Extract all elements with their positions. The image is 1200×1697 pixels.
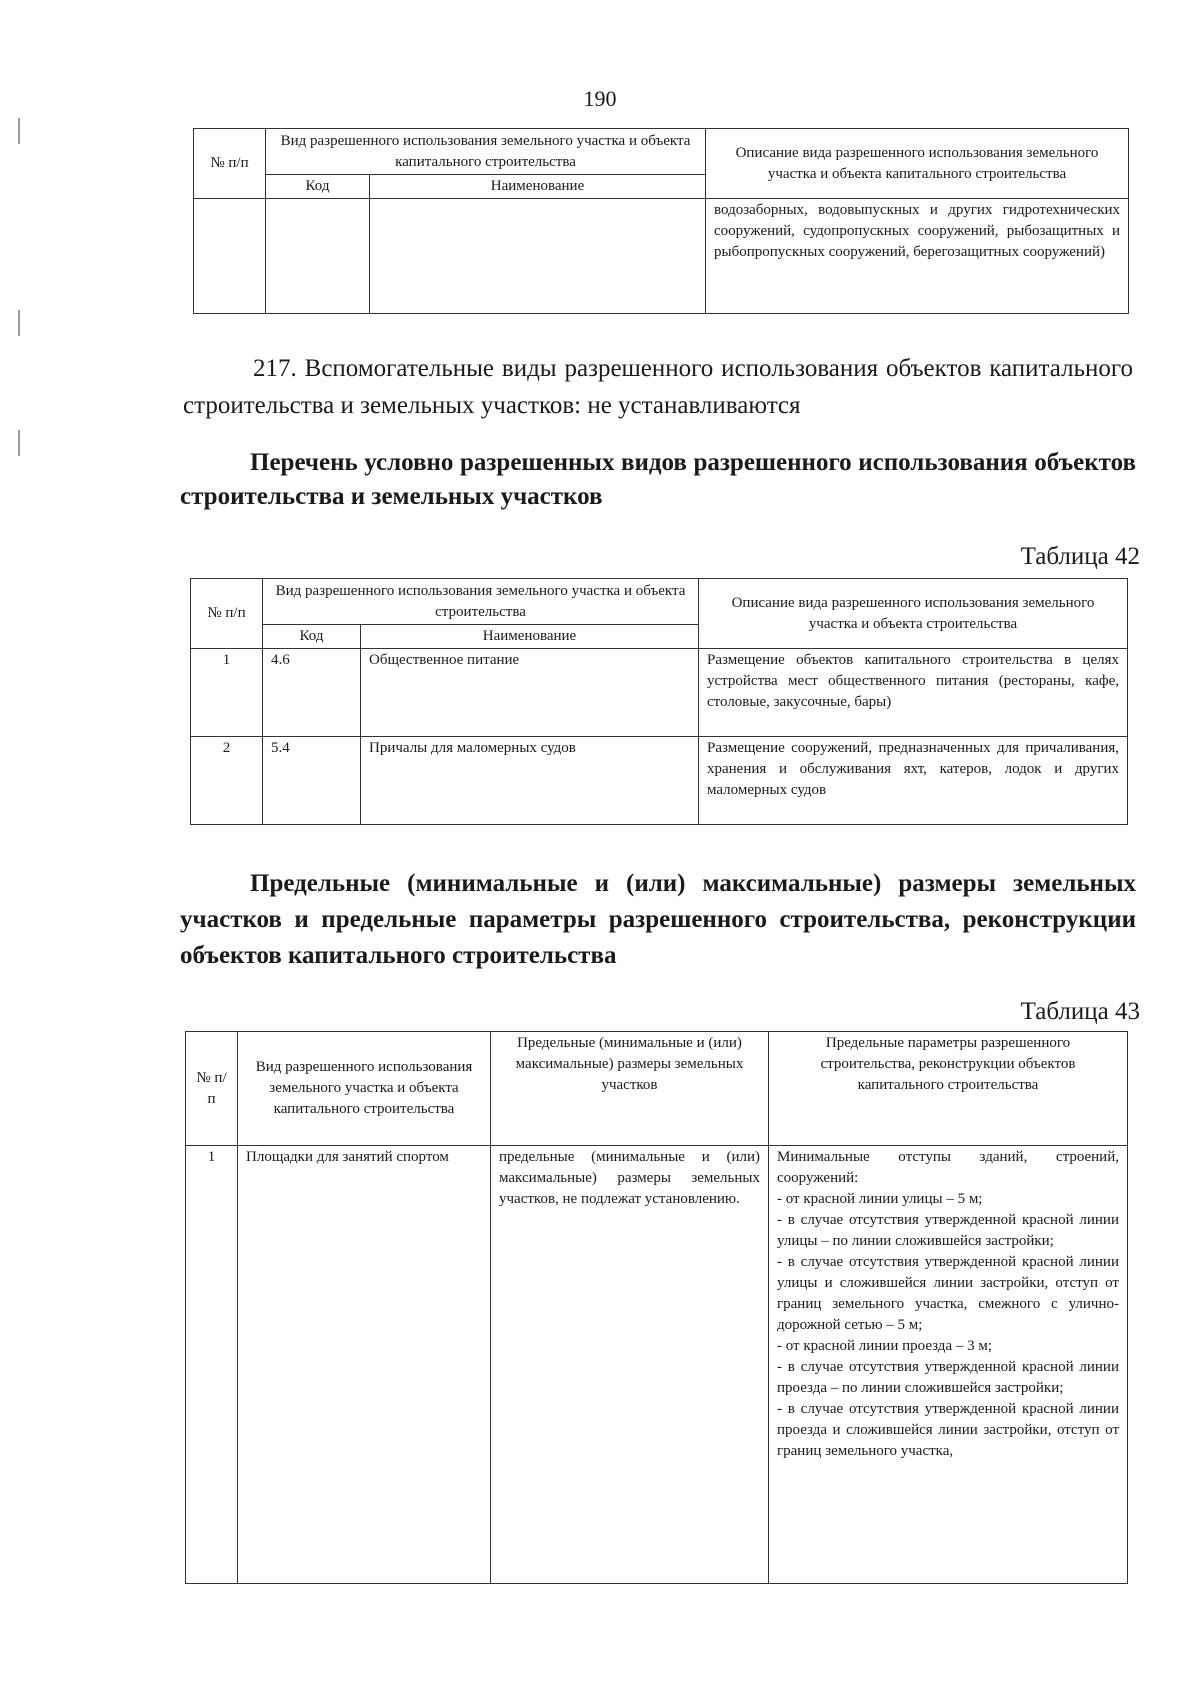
header-num: № п/п bbox=[186, 1032, 238, 1146]
cell-desc: водозаборных, водовыпускных и других гидротехнических сооружений, судопропускных сооружений, рыбозащитных и рыбопропускных сооружений, берегозащитных сооружений) bbox=[706, 199, 1129, 314]
heading-conditional-uses: Перечень условно разрешенных видов разрешенного использования объектов строительства и земельных участков bbox=[180, 449, 1136, 510]
header-kind: Вид разрешенного использования земельного участка и объекта строительства bbox=[263, 579, 699, 625]
table-42 bbox=[190, 578, 1128, 825]
paragraph-217: 217. Вспомогательные виды разрешенного использования объектов капитального строительства и земельных участков: не устанавливаются bbox=[183, 355, 1133, 419]
binder-mark bbox=[18, 430, 20, 456]
header-params: Предельные параметры разрешенного строительства, реконструкции объектов капитального строительства bbox=[769, 1032, 1128, 1146]
table-43-caption: Таблица 43 bbox=[1020, 998, 1140, 1025]
table-row bbox=[194, 199, 1129, 314]
table-continuation bbox=[193, 128, 1129, 314]
cell-desc: Размещение сооружений, предназначенных для причаливания, хранения и обслуживания яхт, катеров, лодок и других маломерных судов bbox=[699, 737, 1128, 825]
header-name: Наименование bbox=[370, 175, 706, 199]
header-num: № п/п bbox=[194, 129, 266, 199]
binder-mark bbox=[18, 118, 20, 144]
header-code: Код bbox=[266, 175, 370, 199]
header-desc: Описание вида разрешенного использования земельного участка и объекта строительства bbox=[699, 579, 1128, 649]
cell-name: Общественное питание bbox=[361, 649, 699, 737]
table-43 bbox=[185, 1031, 1128, 1584]
table-row bbox=[186, 1146, 1128, 1584]
header-sizes: Предельные (минимальные и (или) максимальные) размеры земельных участков bbox=[491, 1032, 769, 1146]
header-code: Код bbox=[263, 625, 361, 649]
table-row bbox=[191, 649, 1128, 737]
binder-mark bbox=[18, 310, 20, 336]
cell-kind: Площадки для занятий спортом bbox=[238, 1146, 491, 1584]
cell-code: 4.6 bbox=[263, 649, 361, 737]
params-line: - в случае отсутствия утвержденной красной линии улицы – по линии сложившейся застройки; bbox=[777, 1212, 1119, 1249]
params-line: - от красной линии улицы – 5 м; bbox=[777, 1191, 983, 1207]
cell-sizes: предельные (минимальные и (или) максимальные) размеры земельных участков, не подлежат установлению. bbox=[491, 1146, 769, 1584]
header-desc: Описание вида разрешенного использования земельного участка и объекта капитального строительства bbox=[706, 129, 1129, 199]
cell-params bbox=[769, 1146, 1128, 1584]
params-line: Минимальные отступы зданий, строений, сооружений: bbox=[777, 1149, 1119, 1186]
cell-num: 1 bbox=[186, 1146, 238, 1584]
header-num: № п/п bbox=[191, 579, 263, 649]
params-line: - в случае отсутствия утвержденной красной линии проезда – по линии сложившейся застройки; bbox=[777, 1359, 1119, 1396]
header-name: Наименование bbox=[361, 625, 699, 649]
cell-num: 2 bbox=[191, 737, 263, 825]
page-number: 190 bbox=[583, 86, 617, 111]
header-kind: Вид разрешенного использования земельного участка и объекта капитального строительства bbox=[266, 129, 706, 175]
heading-limits: Предельные (минимальные и (или) максимальные) размеры земельных участков и предельные параметры разрешенного строительства, реконструкции объектов капитального строительства bbox=[180, 870, 1136, 969]
table-row bbox=[191, 737, 1128, 825]
params-line: - в случае отсутствия утвержденной красной линии улицы и сложившейся линии застройки, отступ от границ земельного участка, смежного с улично-дорожной сетью – 5 м; bbox=[777, 1254, 1119, 1333]
header-kind: Вид разрешенного использования земельного участка и объекта капитального строительства bbox=[238, 1032, 491, 1146]
cell-num: 1 bbox=[191, 649, 263, 737]
table-42-caption: Таблица 42 bbox=[1020, 543, 1140, 570]
params-line: - от красной линии проезда – 3 м; bbox=[777, 1338, 993, 1354]
params-line: - в случае отсутствия утвержденной красной линии проезда и сложившейся линии застройки, отступ от границ земельного участка, bbox=[777, 1401, 1119, 1459]
cell-code: 5.4 bbox=[263, 737, 361, 825]
cell-desc: Размещение объектов капитального строительства в целях устройства мест общественного питания (рестораны, кафе, столовые, закусочные, бары) bbox=[699, 649, 1128, 737]
cell-name: Причалы для маломерных судов bbox=[361, 737, 699, 825]
